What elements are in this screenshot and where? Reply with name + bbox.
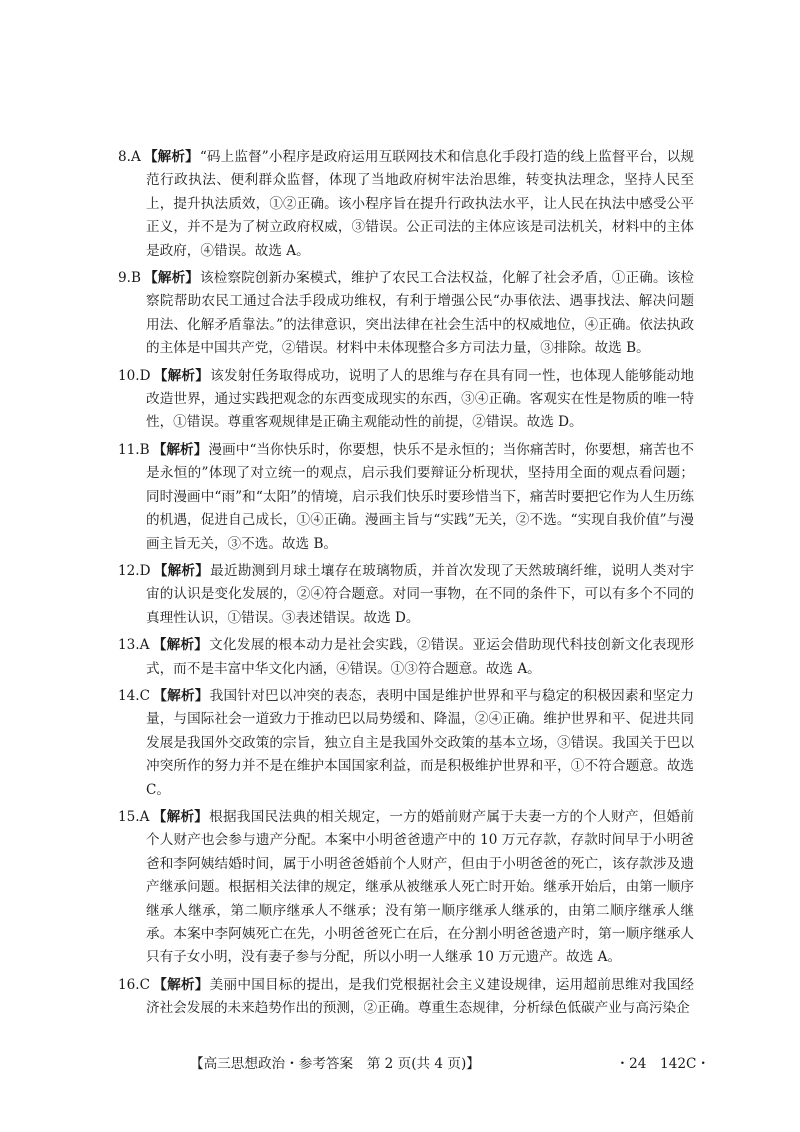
analysis-tag: 【解析】 bbox=[153, 367, 210, 384]
item-answer: A bbox=[139, 808, 150, 825]
analysis-tag: 【解析】 bbox=[153, 687, 209, 704]
item-number: 13. bbox=[118, 637, 140, 654]
analysis-text: “码上监督”小程序是政府运用互联网技术和信息化手段打造的线上监督平台，以规范行政执法、便利群众监督，体现了当地政府树牢法治思维，转变执法理念，坚持人民至上，提升执法质效，①②正确。该小程序旨在提升行政执法水平，让人民在执法中感受公平正义，并不是为了树立政府权威，③错误。公正司法的主体应该是司法机关，材料中的主体是政府，④错误。故选 A。 bbox=[146, 149, 694, 259]
answer-item-10 bbox=[118, 365, 694, 435]
item-answer: A bbox=[130, 149, 141, 165]
analysis-text: 漫画中“当你快乐时，你要想，快乐不是永恒的；当你痛苦时，你要想，痛苦也不是永恒的”体现了对立统一的观点，启示我们要辩证分析现状，坚持用全面的观点看问题；同时漫画中“雨”和“太阳”的情境，启示我们快乐时要珍惜当下，痛苦时要把它作为人生历练的机遇，促进自己成长，①④正确。漫画主旨与“实践”无关，②不选。“实现自我价值”与漫画主旨无关，③不选。故选 B。 bbox=[146, 441, 695, 552]
answer-item-11 bbox=[118, 439, 694, 556]
item-answer: D bbox=[139, 562, 151, 579]
analysis-text: 文化发展的根本动力是社会实践，②错误。亚运会借助现代科技创新文化表现形式，而不是丰富中华文化内涵，④错误。①③符合题意。故选 A。 bbox=[146, 637, 695, 677]
item-answer: B bbox=[130, 270, 141, 287]
footer-code: ・24 142C・ bbox=[615, 1056, 710, 1072]
item-answer: C bbox=[139, 976, 151, 993]
analysis-text: 我国针对巴以冲突的表态，表明中国是维护世界和平与稳定的积极因素和坚定力量，与国际社会一道致力于推动巴以局势缓和、降温，②④正确。维护世界和平、促进共同发展是我国外交政策的宗旨，独立自主是我国外交政策的基本立场，③错误。我国关于巴以冲突所作的努力并不是在维护本国国家利益，而是积极维护世界和平，①不符合题意。故选 C。 bbox=[146, 687, 695, 798]
answer-item-9 bbox=[118, 267, 694, 361]
analysis-text: 最近勘测到月球土壤存在玻璃物质，并首次发现了天然玻璃纤维，说明人类对宇宙的认识是变化发展的，②④符合题意。对同一事物，在不同的条件下，可以有多个不同的真理性认识，①错误。③表述错误。故选 D。 bbox=[146, 562, 695, 626]
item-number: 14. bbox=[118, 687, 140, 704]
analysis-text: 该检察院创新办案模式，维护了农民工合法权益，化解了社会矛盾，①正确。该检察院帮助农民工通过合法手段成功维权，有利于增强公民“办事依法、遇事找法、解决问题用法、化解矛盾靠法。”的法律意识，突出法律在社会生活中的权威地位，④正确。依法执政的主体是中国共产党，②错误。材料中未体现整合多方司法力量，③排除。故选 B。 bbox=[146, 270, 695, 357]
item-number: 9. bbox=[118, 270, 131, 287]
page-footer bbox=[190, 1052, 710, 1072]
answer-item-14 bbox=[118, 685, 694, 802]
analysis-tag: 【解析】 bbox=[152, 441, 208, 458]
analysis-text: 根据我国民法典的相关规定，一方的婚前财产属于夫妻一方的个人财产，但婚前个人财产也会参与遗产分配。本案中小明爸爸遗产中的 10 万元存款，存款时间早于小明爸爸和李阿姨结婚时间，属于小明爸爸婚前个人财产，但由于小明爸爸的死亡，该存款涉及遗产继承问题。根据相关法律的规定，继承从被继承人死亡时开始。继承开始后，由第一顺序继承人继承，第二顺序继承人不继承；没有第一顺序继承人继承的，由第二顺序继承人继承。本案中李阿姨死亡在先，小明爸爸死亡在后，在分割小明爸爸遗产时，第一顺序继承人只有子女小明，没有妻子参与分配，所以小明一人继承 10 万元遗产。故选 A。 bbox=[146, 808, 695, 966]
item-number: 12. bbox=[118, 562, 140, 579]
footer-label: 【高三思想政治・参考答案 第 2 页(共 4 页)】 bbox=[190, 1056, 480, 1072]
item-number: 8. bbox=[118, 149, 131, 165]
analysis-tag: 【解析】 bbox=[143, 149, 199, 165]
item-answer: B bbox=[139, 441, 150, 458]
item-answer: D bbox=[139, 367, 151, 384]
analysis-text: 美丽中国目标的提出，是我们党根据社会主义建设规律，运用超前思维对我国经济社会发展的未来趋势作出的预测，②正确。尊重生态规律，分析绿色低碳产业与高污染企 bbox=[146, 976, 695, 1017]
analysis-tag: 【解析】 bbox=[152, 808, 209, 825]
answer-item-8 bbox=[118, 146, 694, 263]
answer-item-15 bbox=[118, 806, 694, 970]
item-answer: A bbox=[139, 637, 150, 654]
item-number: 15. bbox=[118, 808, 140, 825]
answer-list bbox=[118, 146, 694, 1025]
answer-item-12 bbox=[118, 560, 694, 630]
analysis-tag: 【解析】 bbox=[153, 976, 209, 993]
answer-item-13 bbox=[118, 634, 694, 681]
analysis-text: 该发射任务取得成功，说明了人的思维与存在具有同一性，也体现人能够能动地改造世界，通过实践把观念的东西变成现实的东西，③④正确。客观实在性是物质的唯一特性，①错误。尊重客观规律是正确主观能动性的前提，②错误。故选 D。 bbox=[146, 367, 695, 431]
item-answer: C bbox=[139, 687, 151, 704]
item-number: 11. bbox=[118, 441, 140, 458]
answer-item-16 bbox=[118, 974, 694, 1021]
item-number: 16. bbox=[118, 976, 140, 993]
analysis-tag: 【解析】 bbox=[153, 562, 210, 579]
analysis-tag: 【解析】 bbox=[152, 637, 209, 654]
analysis-tag: 【解析】 bbox=[143, 270, 200, 287]
item-number: 10. bbox=[118, 367, 140, 384]
